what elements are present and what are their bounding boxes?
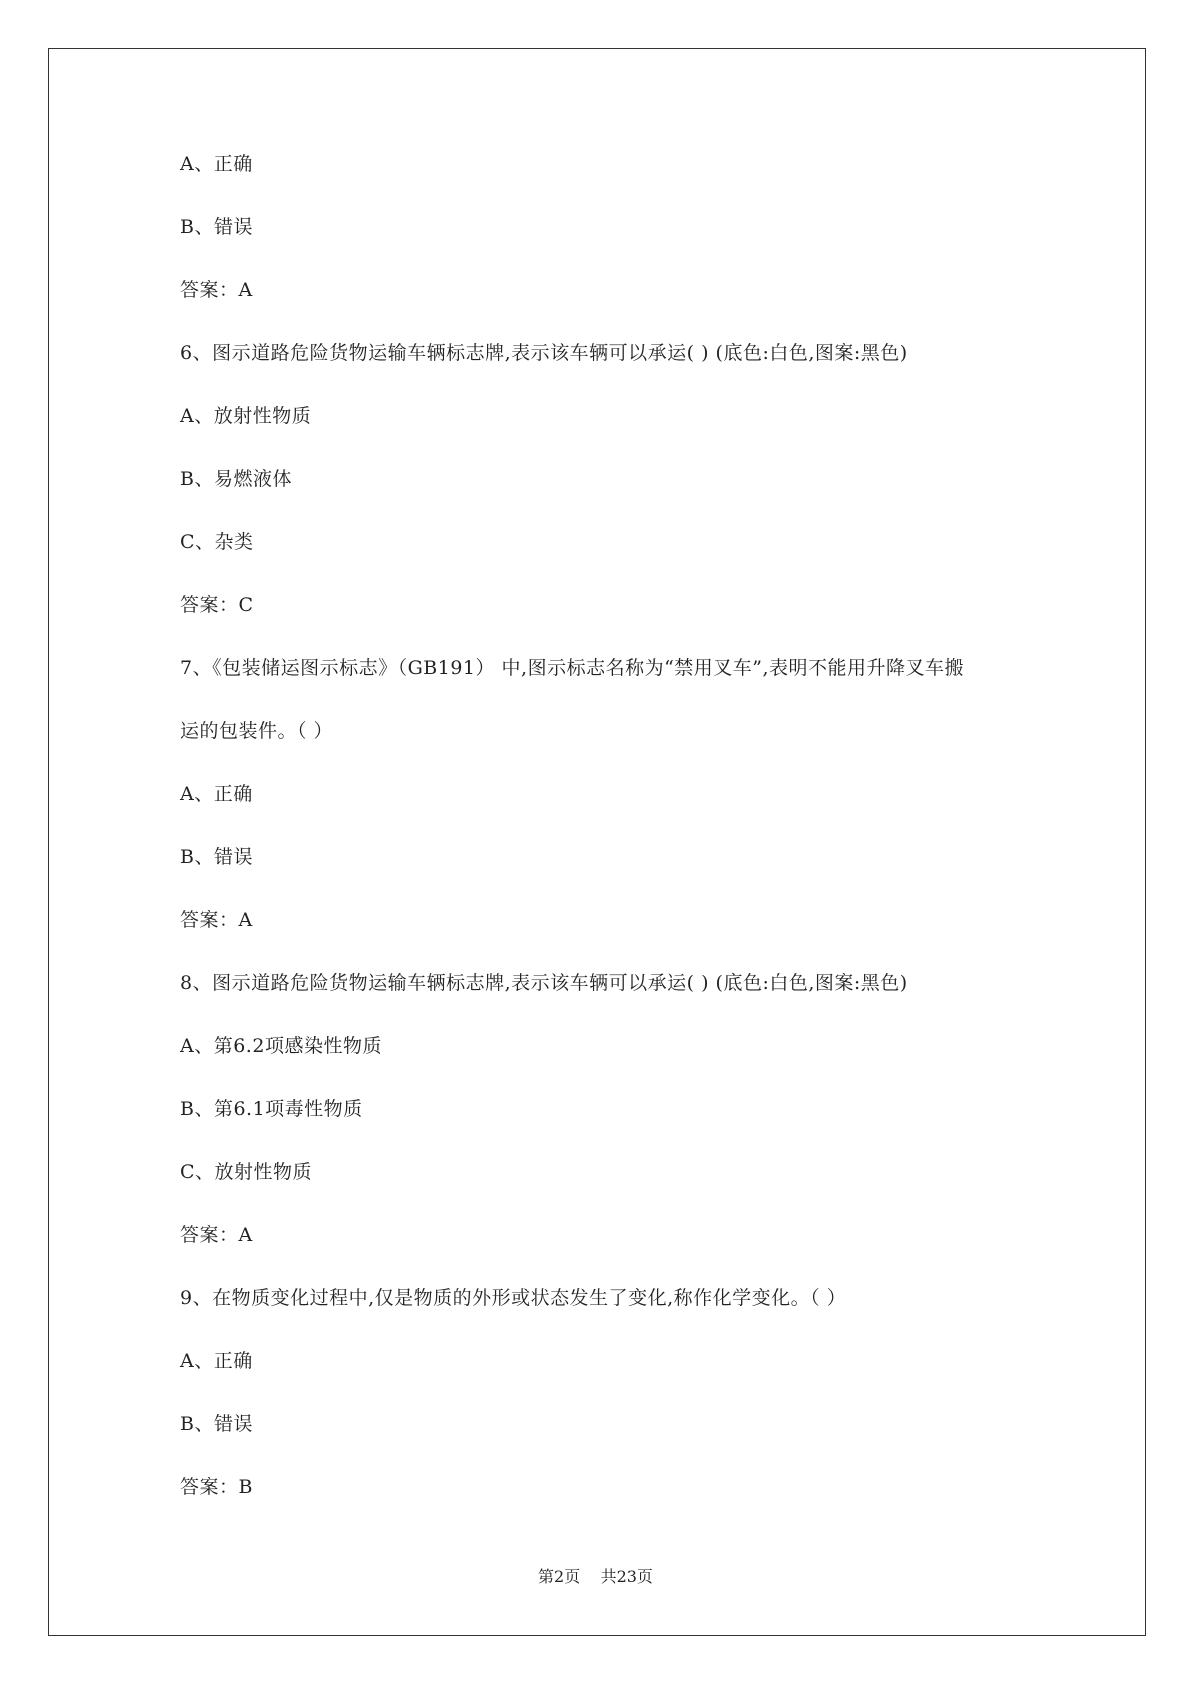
option-a-prev: A、正确 <box>180 153 253 175</box>
q8-option-a: A、第6.2项感染性物质 <box>180 1035 382 1057</box>
question-7-line-1: 7、《包装储运图示标志》（GB191） 中,图示标志名称为“禁用叉车”,表明不能用升降叉车搬 <box>180 657 965 679</box>
answer-prev: 答案：A <box>180 279 253 301</box>
q7-option-b: B、错误 <box>180 846 253 868</box>
q9-option-a: A、正确 <box>180 1350 253 1372</box>
question-9: 9、在物质变化过程中,仅是物质的外形或状态发生了变化,称作化学变化。（ ） <box>180 1287 847 1309</box>
option-b-prev: B、错误 <box>180 216 253 238</box>
q9-answer: 答案：B <box>180 1476 253 1498</box>
q6-option-c: C、杂类 <box>180 531 254 553</box>
question-6: 6、图示道路危险货物运输车辆标志牌,表示该车辆可以承运( ) (底色:白色,图案:黑色) <box>180 342 908 364</box>
q6-answer: 答案：C <box>180 594 254 616</box>
q8-answer: 答案：A <box>180 1224 253 1246</box>
question-8: 8、图示道路危险货物运输车辆标志牌,表示该车辆可以承运( ) (底色:白色,图案:黑色) <box>180 972 908 994</box>
q6-option-a: A、放射性物质 <box>180 405 312 427</box>
q7-option-a: A、正确 <box>180 783 253 805</box>
q7-answer: 答案：A <box>180 909 253 931</box>
q8-option-c: C、放射性物质 <box>180 1161 313 1183</box>
q8-option-b: B、第6.1项毒性物质 <box>180 1098 363 1120</box>
document-content <box>180 150 1060 1536</box>
q9-option-b: B、错误 <box>180 1413 253 1435</box>
page-footer: 第2页 共23页 <box>538 1567 653 1586</box>
question-7-line-2: 运的包装件。（ ） <box>180 720 334 742</box>
q6-option-b: B、易燃液体 <box>180 468 292 490</box>
